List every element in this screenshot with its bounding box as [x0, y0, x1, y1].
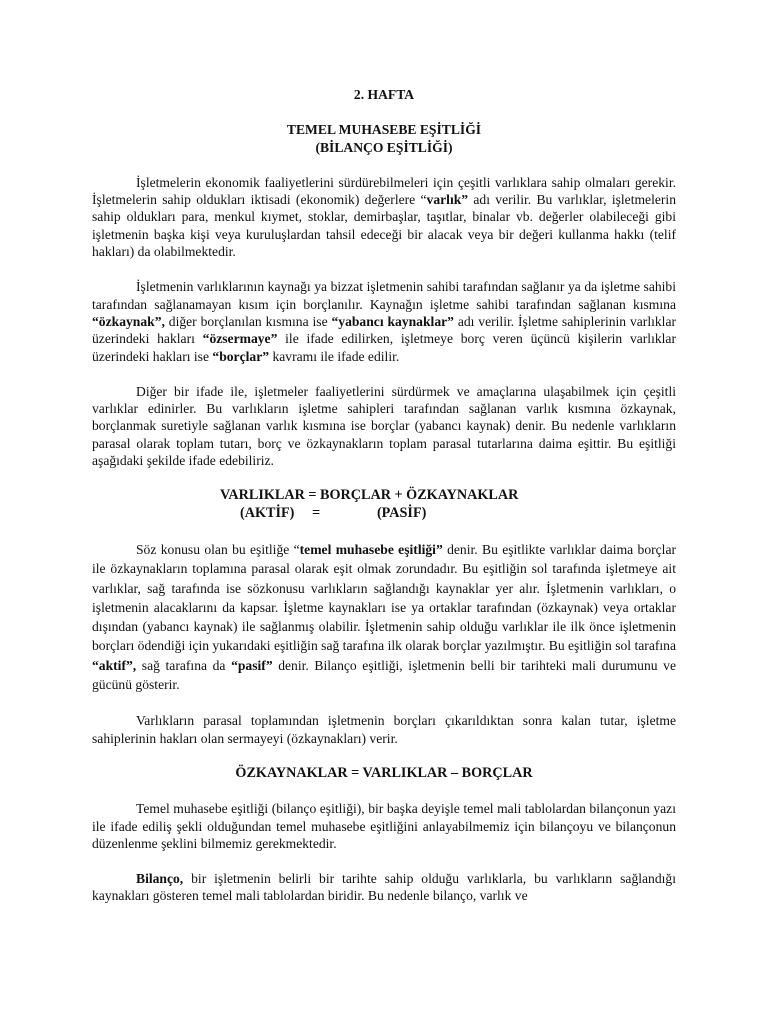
section-title: TEMEL MUHASEBE EŞİTLİĞİ	[286, 122, 482, 138]
balance-equation: VARLIKLAR = BORÇLAR + ÖZKAYNAKLAR	[220, 487, 519, 504]
equity-equation: ÖZKAYNAKLAR = VARLIKLAR – BORÇLAR	[235, 764, 533, 781]
paragraph-4: Söz konusu olan bu eşitliğe “temel muhasebe eşitliği” denir. Bu eşitlikte varlıklar daima borçlar ile özkaynakların toplamına parasal olarak eşit olmak zorundadır. Bu eşitliğin sol tarafında işletmeye ait varlıklar, sağ tarafında ise sözkonusu varlıkların sağlandığı kaynaklar yer alır. İşletmenin varlıkları, o işletmenin alacaklarını da kapsar. İşletme kaynakları ise ya ortaklar tarafından (özkaynak) veya ortaklar dışından (yabancı kaynak) ile sağlanmış olabilir. İşletmenin sahip olduğu varlıklar ile ilk önce işletmenin borçları ödendiği için yukarıdaki eşitliğin sağ tarafına ilk olarak borçlar yazılmıştır. Bu eşitliğin sol tarafına “aktif”, sağ tarafına da “pasif” denir. Bilanço eşitliği, işletmenin belli bir tarihteki mali durumunu ve gücünü gösterir.	[92, 541, 677, 693]
paragraph-5: Varlıkların parasal toplamından işletmenin borçları çıkarıldıktan sonra kalan tutar, işletme sahiplerinin hakları olan sermayeyi (özkaynakları) verir.	[92, 713, 676, 746]
balance-equation-sub: (AKTİF) = (PASİF)	[240, 504, 427, 521]
week-heading: 2. HAFTA	[353, 87, 415, 102]
paragraph-2: İşletmenin varlıklarının kaynağı ya bizzat işletmenin sahibi tarafından sağlanır ya da işletme sahibi tarafından sağlanamayan kısım için borçlanılır. Kaynağın işletme sahibi tarafından sağlanan kısmına “özkaynak”, diğer borçlanılan kısmına ise “yabancı kaynaklar” adı verilir. İşletme sahiplerinin varlıklar üzerindeki hakları “özsermaye” ile ifade edilirken, işletmeye borç veren üçüncü kişilerin varlıklar üzerindeki hakları ise “borçlar” kavramı ile ifade edilir.	[92, 279, 677, 364]
section-subtitle: (BİLANÇO EŞİTLİĞİ)	[315, 139, 453, 155]
paragraph-3: Diğer bir ifade ile, işletmeler faaliyetlerini sürdürmek ve amaçlarına ulaşabilmek için çeşitli varlıklar edinirler. Bu varlıkların işletme sahipleri tarafından sağlanan varlık kısmına özkaynak, borçlanmak suretiyle sağlanan varlık kısmına ise borçlar (yabancı kaynak) denir. Bu nedenle varlıkların parasal olarak toplam tutarı, borç ve özkaynakların toplam parasal tutarlarına daima eşittir. Bu eşitliği aşağıdaki şekilde ifade edebiliriz.	[92, 383, 676, 469]
paragraph-7: Bilanço, bir işletmenin belirli bir tarihte sahip olduğu varlıklarla, bu varlıkların sağlandığı kaynakları gösteren temel mali tablolardan biridir. Bu nedenle bilanço, varlık ve	[92, 871, 676, 904]
document-page	[92, 86, 676, 923]
paragraph-1: İşletmelerin ekonomik faaliyetlerini sürdürebilmeleri için çeşitli varlıklara sahip olmaları gerekir. İşletmelerin sahip oldukları iktisadi (ekonomik) değerlere “varlık” adı verilir. Bu varlıklar, işletmelerin sahip oldukları para, menkul kıymet, stoklar, demirbaşlar, taşıtlar, binalar vb. değerler olabileceği gibi işletmenin başka kişi veya kuruluşlardan tahsil edeceği bir alacak veya bir değeri kullanma hakkı (telif hakları) da olabilmektedir.	[92, 174, 677, 260]
paragraph-6: Temel muhasebe eşitliği (bilanço eşitliği), bir başka deyişle temel mali tablolardan bilançonun yazı ile ifade ediliş şekli olduğundan temel muhasebe eşitliğini anlayabilmemiz için bilançoyu ve bilançonun düzenlenme şeklini bilmemiz gerekmektedir.	[92, 801, 676, 851]
